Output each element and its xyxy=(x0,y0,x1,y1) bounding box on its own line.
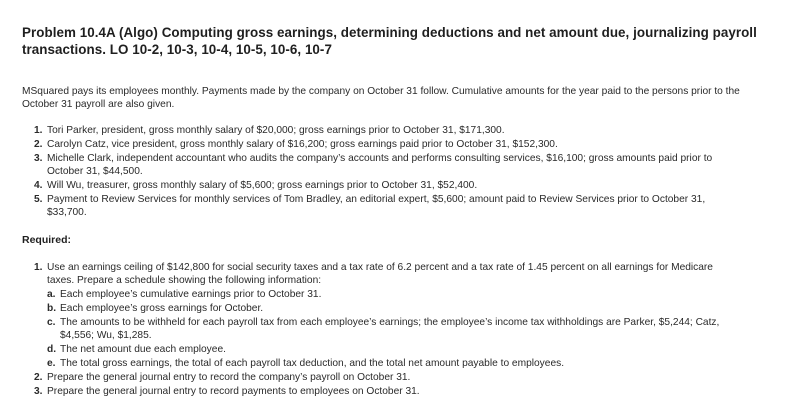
required-subitem-c xyxy=(47,317,737,342)
given-item-number: 3. xyxy=(34,153,43,164)
required-subitem-letter: a. xyxy=(47,289,56,300)
required-subitem-letter: c. xyxy=(47,317,56,328)
required-subitem-a xyxy=(47,289,747,302)
required-item-number: 2. xyxy=(34,372,43,383)
required-item-2 xyxy=(34,372,734,385)
problem-intro: MSquared pays its employees monthly. Payments made by the company on October 31 follow. Cumulative amounts for the year paid to the persons prior to the October 31 payroll are also given. xyxy=(22,86,740,110)
given-item-number: 4. xyxy=(34,180,43,191)
given-item-text: Tori Parker, president, gross monthly salary of $20,000; gross earnings prior to October 31, $171,300. xyxy=(47,125,505,136)
required-subitem-text: Each employee’s gross earnings for October. xyxy=(60,303,264,314)
given-item-1 xyxy=(34,125,774,138)
given-item-2 xyxy=(34,139,774,152)
required-subitem-text: The amounts to be withheld for each payroll tax from each employee’s earnings; the employee’s income tax withholdings are Parker, $5,244; Catz, $4,556; Wu, $1,285. xyxy=(60,317,720,341)
given-item-number: 1. xyxy=(34,125,43,136)
required-heading: Required: xyxy=(22,234,72,246)
required-subitem-b xyxy=(47,303,747,316)
given-item-4 xyxy=(34,180,774,193)
required-subitem-text: The net amount due each employee. xyxy=(60,344,226,355)
required-item-3 xyxy=(34,386,734,399)
required-item-text: Prepare the general journal entry to record payments to employees on October 31. xyxy=(47,386,420,397)
required-subitem-letter: d. xyxy=(47,344,57,355)
problem-title: Problem 10.4A (Algo) Computing gross earnings, determining deductions and net amount due, journalizing payroll transactions. LO 10-2, 10-3, 10-4, 10-5, 10-6, 10-7 xyxy=(22,25,757,57)
required-subitem-letter: b. xyxy=(47,303,57,314)
required-item-number: 3. xyxy=(34,386,43,397)
required-subitem-letter: e. xyxy=(47,358,56,369)
given-item-5 xyxy=(34,194,724,219)
required-subitem-text: The total gross earnings, the total of each payroll tax deduction, and the total net amount payable to employees. xyxy=(60,358,565,369)
given-item-number: 5. xyxy=(34,194,43,205)
given-item-text: Carolyn Catz, vice president, gross monthly salary of $16,200; gross earnings paid prior to October 31, $152,300. xyxy=(47,139,558,150)
given-item-3 xyxy=(34,153,724,178)
given-item-text: Payment to Review Services for monthly services of Tom Bradley, an editorial expert, $5,600; amount paid to Review Services prior to October 31, $33,700. xyxy=(47,194,706,218)
required-subitem-text: Each employee’s cumulative earnings prior to October 31. xyxy=(60,289,322,300)
required-item-1 xyxy=(34,262,724,287)
required-item-text: Use an earnings ceiling of $142,800 for social security taxes and a tax rate of 6.2 percent and a tax rate of 1.45 percent on all earnings for Medicare taxes. Prepare a schedule showing the following information: xyxy=(47,262,713,286)
required-item-text: Prepare the general journal entry to record the company’s payroll on October 31. xyxy=(47,372,411,383)
required-item-number: 1. xyxy=(34,262,43,273)
required-subitem-e xyxy=(47,358,747,371)
required-subitem-d xyxy=(47,344,747,357)
given-item-number: 2. xyxy=(34,139,43,150)
given-item-text: Michelle Clark, independent accountant who audits the company’s accounts and performs consulting services, $16,100; gross amounts paid prior to October 31, $44,500. xyxy=(47,153,713,177)
given-item-text: Will Wu, treasurer, gross monthly salary of $5,600; gross earnings prior to October 31, $52,400. xyxy=(47,180,478,191)
